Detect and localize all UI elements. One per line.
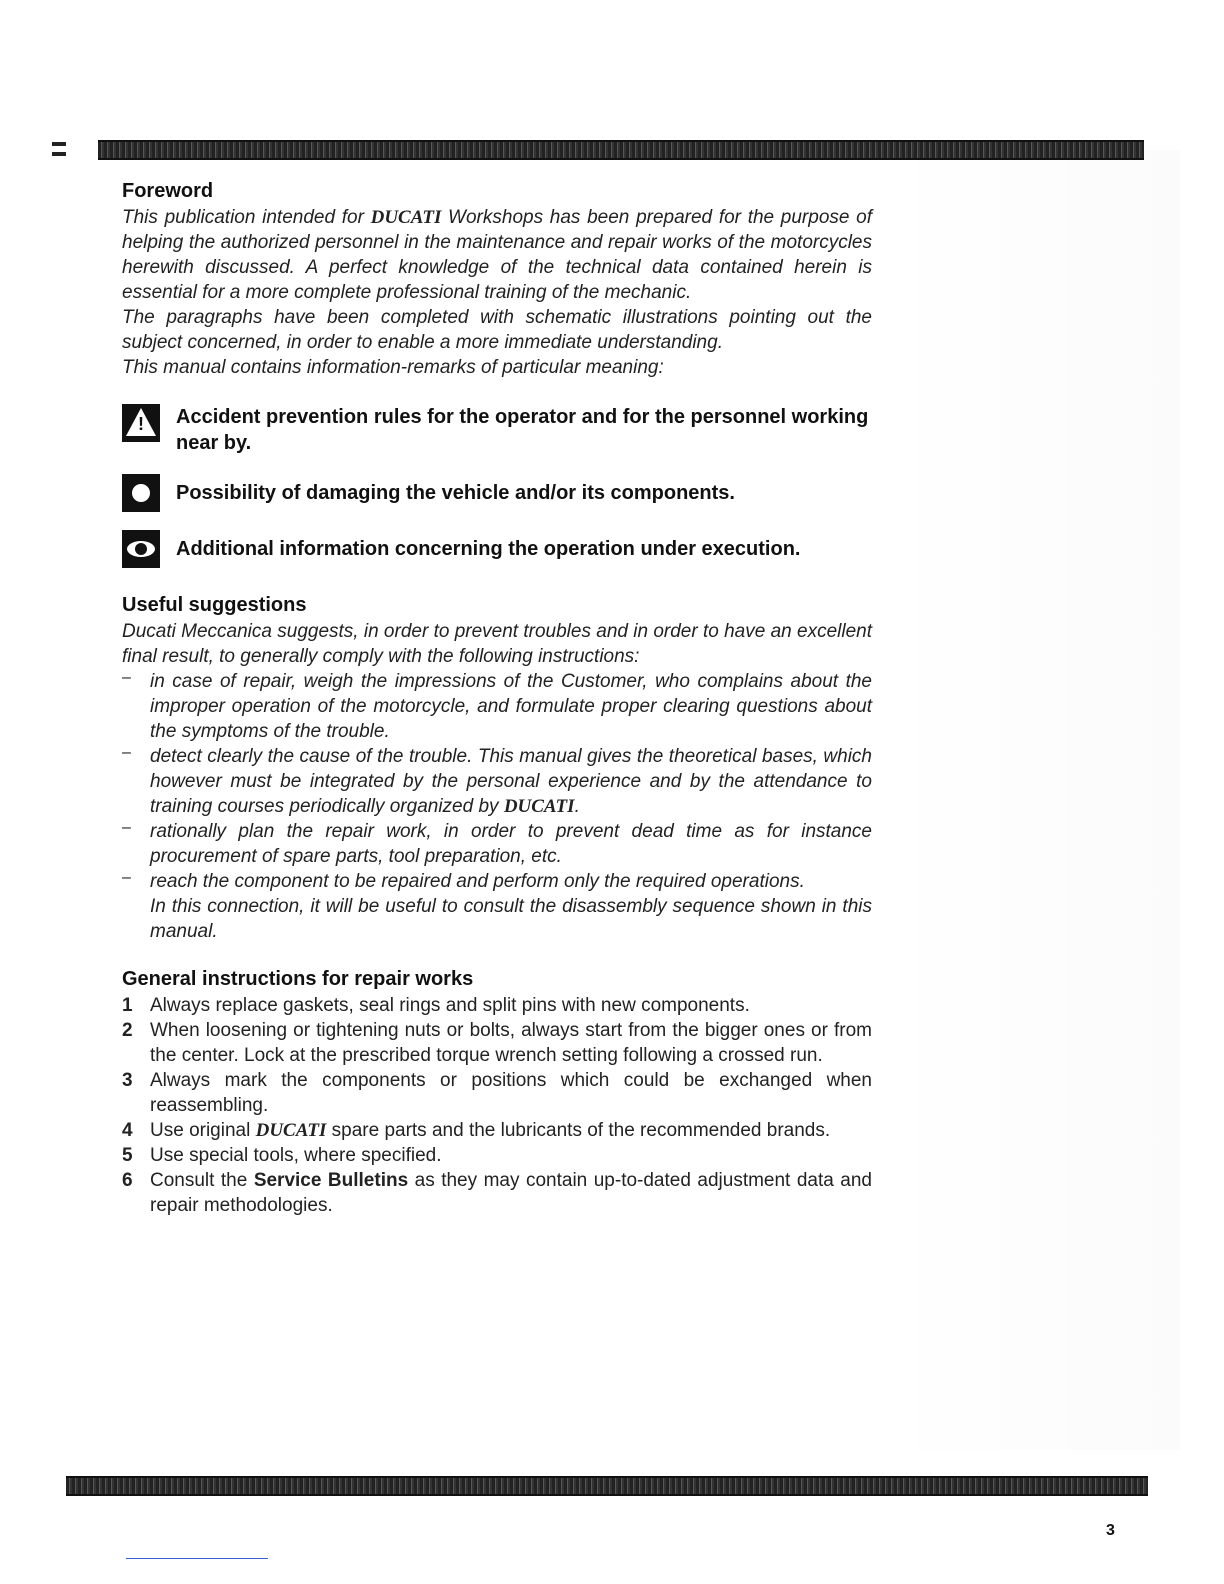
note-text: Additional information concerning the operation under execution. <box>176 538 801 560</box>
list-item <box>122 993 872 1018</box>
list-item-text <box>150 744 872 819</box>
item-number: 1 <box>122 995 133 1016</box>
footer-rule <box>66 1476 1148 1496</box>
warning-icon: ! ! <box>122 404 160 442</box>
list-item <box>122 669 872 744</box>
list-item <box>122 1018 872 1068</box>
foreword-paragraph-3: This manual contains information-remarks of particular meaning: <box>122 357 664 378</box>
useful-suggestions-heading: Useful suggestions <box>122 594 307 616</box>
item-text: When loosening or tightening nuts or bolts, always start from the bigger ones or from the center. Lock at the prescribed torque wrench setting following a crossed run. <box>150 1020 872 1066</box>
note-text: Possibility of damaging the vehicle and/or its components. <box>176 482 735 504</box>
list-item <box>122 1143 872 1168</box>
service-bulletins-term: Service Bulletins <box>253 1170 409 1191</box>
ducati-brand: DUCATI <box>370 207 442 228</box>
notes-legend <box>122 404 872 568</box>
foreword-text-cont: Workshops has been prepared for the purpose of helping the authorized personnel in the maintenance and repair works of the motorcycles herewith discussed. A perfect knowledge of the technical data contained herein is essential for a more complete professional training of the mechanic. <box>122 207 873 303</box>
item-number: 3 <box>122 1070 133 1091</box>
page-content <box>122 180 872 1218</box>
useful-intro: Ducati Meccanica suggests, in order to prevent troubles and in order to have an excellent final result, to generally comply with the following instructions: <box>122 621 872 667</box>
header-rule <box>98 140 1144 160</box>
item-text-cont: as they may contain up-to-dated adjustment data and repair methodologies. <box>150 1170 872 1216</box>
item-number: 5 <box>122 1145 133 1166</box>
foreword-heading: Foreword <box>122 180 214 202</box>
item-number: 2 <box>122 1020 133 1041</box>
general-instructions-list <box>122 993 872 1218</box>
foreword-paragraph-1 <box>122 205 872 305</box>
list-item-text: – rationally plan the repair work, in order to prevent dead time as for instance procurement of spare parts, tool preparation, etc. <box>150 821 872 867</box>
bleed-through-shadow <box>880 150 1180 1450</box>
item-number: 6 <box>122 1170 133 1191</box>
suggestions-list <box>122 669 872 894</box>
note-damage <box>122 474 872 512</box>
useful-tail: In this connection, it will be useful to consult the disassembly sequence shown in this manual. <box>150 896 872 942</box>
list-item-text: – in case of repair, weigh the impressions of the Customer, who complains about the improper operation of the motorcycle, and formulate proper clearing questions about the symptoms of the trouble. <box>150 671 872 742</box>
eye-icon <box>122 530 160 568</box>
list-item <box>122 1118 872 1143</box>
foreword-paragraph-2: The paragraphs have been completed with schematic illustrations pointing out the subject concerned, in order to enable a more immediate understanding. <box>122 307 872 353</box>
list-item <box>122 744 872 819</box>
ducati-brand: DUCATI <box>255 1120 327 1141</box>
item-text: Always mark the components or positions which could be exchanged when reassembling. <box>150 1070 872 1116</box>
ducati-brand: DUCATI <box>503 796 575 817</box>
footer-link-underline <box>126 1558 268 1559</box>
item-text: Consult the <box>150 1170 254 1191</box>
list-item <box>122 1068 872 1118</box>
list-item-text: – reach the component to be repaired and perform only the required operations. <box>150 871 805 892</box>
note-accident-prevention <box>122 404 872 456</box>
item-text: Use special tools, where specified. <box>150 1145 442 1166</box>
list-item-text-post: . <box>574 796 580 817</box>
item-number: 4 <box>122 1120 133 1141</box>
list-item-text-pre: detect clearly the cause of the trouble. This manual gives the theoretical bases, which however must be integrated by the personal experience and by the attendance to training courses periodically organized by <box>150 746 872 817</box>
general-instructions-heading: General instructions for repair works <box>122 968 474 990</box>
damage-icon <box>122 474 160 512</box>
list-item <box>122 819 872 869</box>
foreword-text: This publication intended for <box>122 207 371 228</box>
note-additional-info <box>122 530 872 568</box>
page-number: 3 <box>1106 1522 1115 1539</box>
item-text: Use original <box>150 1120 256 1141</box>
item-text: Always replace gaskets, seal rings and split pins with new components. <box>150 995 750 1016</box>
list-item <box>122 1168 872 1218</box>
item-text-cont: spare parts and the lubricants of the recommended brands. <box>326 1120 831 1141</box>
note-text: Accident prevention rules for the operator and for the personnel working near by. <box>176 406 869 454</box>
list-item <box>122 869 872 894</box>
